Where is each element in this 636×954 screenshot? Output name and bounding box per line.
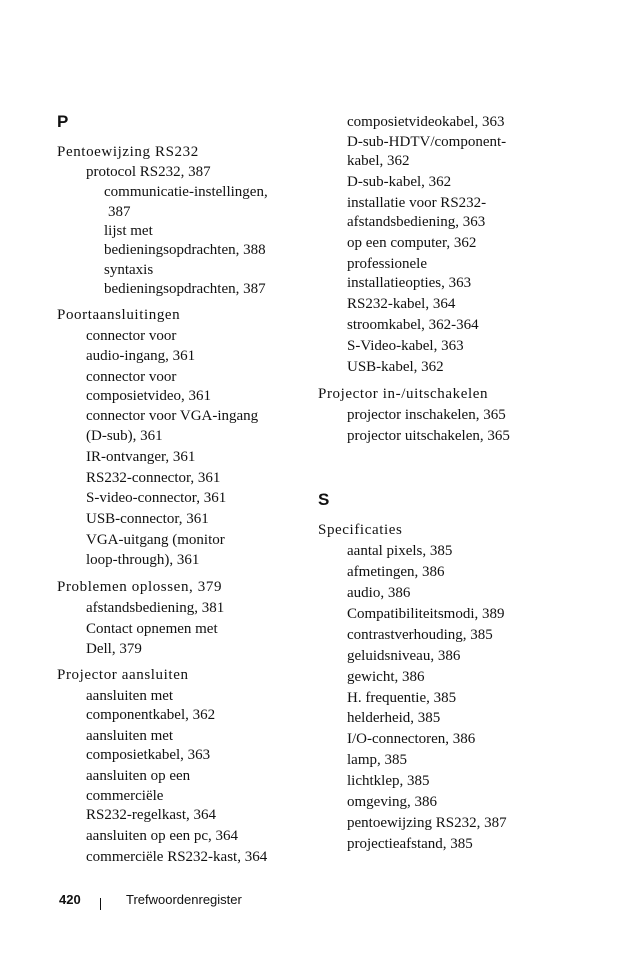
index-entry: Pentoewijzing RS232 (57, 144, 199, 160)
index-subsubentry: lijst met (104, 223, 153, 239)
index-subentry: composietvideokabel, 363 (347, 114, 505, 130)
index-subsubentry: syntaxis (104, 262, 154, 278)
index-subentry: afstandsbediening, 363 (347, 214, 486, 230)
index-subentry: Contact opnemen met (86, 621, 218, 637)
index-subentry: aansluiten met (86, 728, 174, 744)
index-entry: Poortaansluitingen (57, 307, 181, 323)
index-subentry: projectieafstand, 385 (347, 836, 473, 852)
index-subentry: connector voor (86, 369, 177, 385)
index-subentry: afstandsbediening, 381 (86, 600, 225, 616)
index-subentry: IR-ontvanger, 361 (86, 449, 196, 465)
index-subentry: kabel, 362 (347, 153, 410, 169)
index-subentry: commerciële (86, 788, 164, 804)
footer-title: Trefwoordenregister (126, 892, 242, 907)
index-subentry: commerciële RS232-kast, 364 (86, 849, 268, 865)
index-entry: Projector aansluiten (57, 667, 189, 683)
index-subentry: aantal pixels, 385 (347, 543, 453, 559)
index-subsubentry: bedieningsopdrachten, 388 (104, 242, 266, 258)
index-subentry: geluidsniveau, 386 (347, 648, 461, 664)
index-subentry: composietkabel, 363 (86, 747, 211, 763)
index-subentry: Compatibiliteitsmodi, 389 (347, 606, 505, 622)
index-subentry: Dell, 379 (86, 641, 142, 657)
index-subentry: stroomkabel, 362-364 (347, 317, 479, 333)
index-subentry: USB-connector, 361 (86, 511, 209, 527)
index-subentry: audio-ingang, 361 (86, 348, 196, 364)
index-subentry: audio, 386 (347, 585, 411, 601)
footer-divider (100, 898, 101, 910)
index-subentry: VGA-uitgang (monitor (86, 532, 225, 548)
index-subentry: componentkabel, 362 (86, 707, 216, 723)
index-subentry: composietvideo, 361 (86, 388, 211, 404)
index-subentry: helderheid, 385 (347, 710, 441, 726)
page-number: 420 (59, 892, 81, 907)
index-entry: Specificaties (318, 522, 403, 538)
index-subentry: RS232-kabel, 364 (347, 296, 456, 312)
index-subentry: S-video-connector, 361 (86, 490, 227, 506)
index-subentry: D-sub-kabel, 362 (347, 174, 452, 190)
index-subentry: pentoewijzing RS232, 387 (347, 815, 507, 831)
index-subentry: I/O-connectoren, 386 (347, 731, 476, 747)
index-subsubentry: bedieningsopdrachten, 387 (104, 281, 266, 297)
index-subentry: (D-sub), 361 (86, 428, 163, 444)
section-letter-p: P (57, 112, 69, 131)
index-subentry: H. frequentie, 385 (347, 690, 457, 706)
index-subentry: RS232-connector, 361 (86, 470, 221, 486)
index-subentry: protocol RS232, 387 (86, 164, 211, 180)
index-subentry: D-sub-HDTV/component- (347, 134, 507, 150)
index-subentry: professionele (347, 256, 427, 272)
index-entry: Projector in-/uitschakelen (318, 386, 489, 402)
index-subentry: loop-through), 361 (86, 552, 200, 568)
section-letter-s: S (318, 490, 330, 509)
index-subentry: omgeving, 386 (347, 794, 437, 810)
index-subsubentry: communicatie-instellingen, (104, 184, 268, 200)
index-subentry: afmetingen, 386 (347, 564, 445, 580)
index-subentry: connector voor VGA-ingang (86, 408, 259, 424)
index-subentry: lichtklep, 385 (347, 773, 430, 789)
index-subentry: USB-kabel, 362 (347, 359, 444, 375)
index-subentry: installatieopties, 363 (347, 275, 472, 291)
index-entry: Problemen oplossen, 379 (57, 579, 223, 595)
index-subentry: projector uitschakelen, 365 (347, 428, 510, 444)
index-subentry: installatie voor RS232- (347, 195, 487, 211)
index-subentry: op een computer, 362 (347, 235, 477, 251)
index-subentry: aansluiten op een pc, 364 (86, 828, 239, 844)
index-subentry: lamp, 385 (347, 752, 407, 768)
index-subentry: S-Video-kabel, 363 (347, 338, 464, 354)
index-subentry: projector inschakelen, 365 (347, 407, 506, 423)
index-subentry: RS232-regelkast, 364 (86, 807, 216, 823)
index-subentry: connector voor (86, 328, 177, 344)
index-subentry: gewicht, 386 (347, 669, 425, 685)
index-subsubentry: 387 (108, 204, 131, 220)
index-subentry: aansluiten op een (86, 768, 191, 784)
index-subentry: contrastverhouding, 385 (347, 627, 493, 643)
index-subentry: aansluiten met (86, 688, 174, 704)
